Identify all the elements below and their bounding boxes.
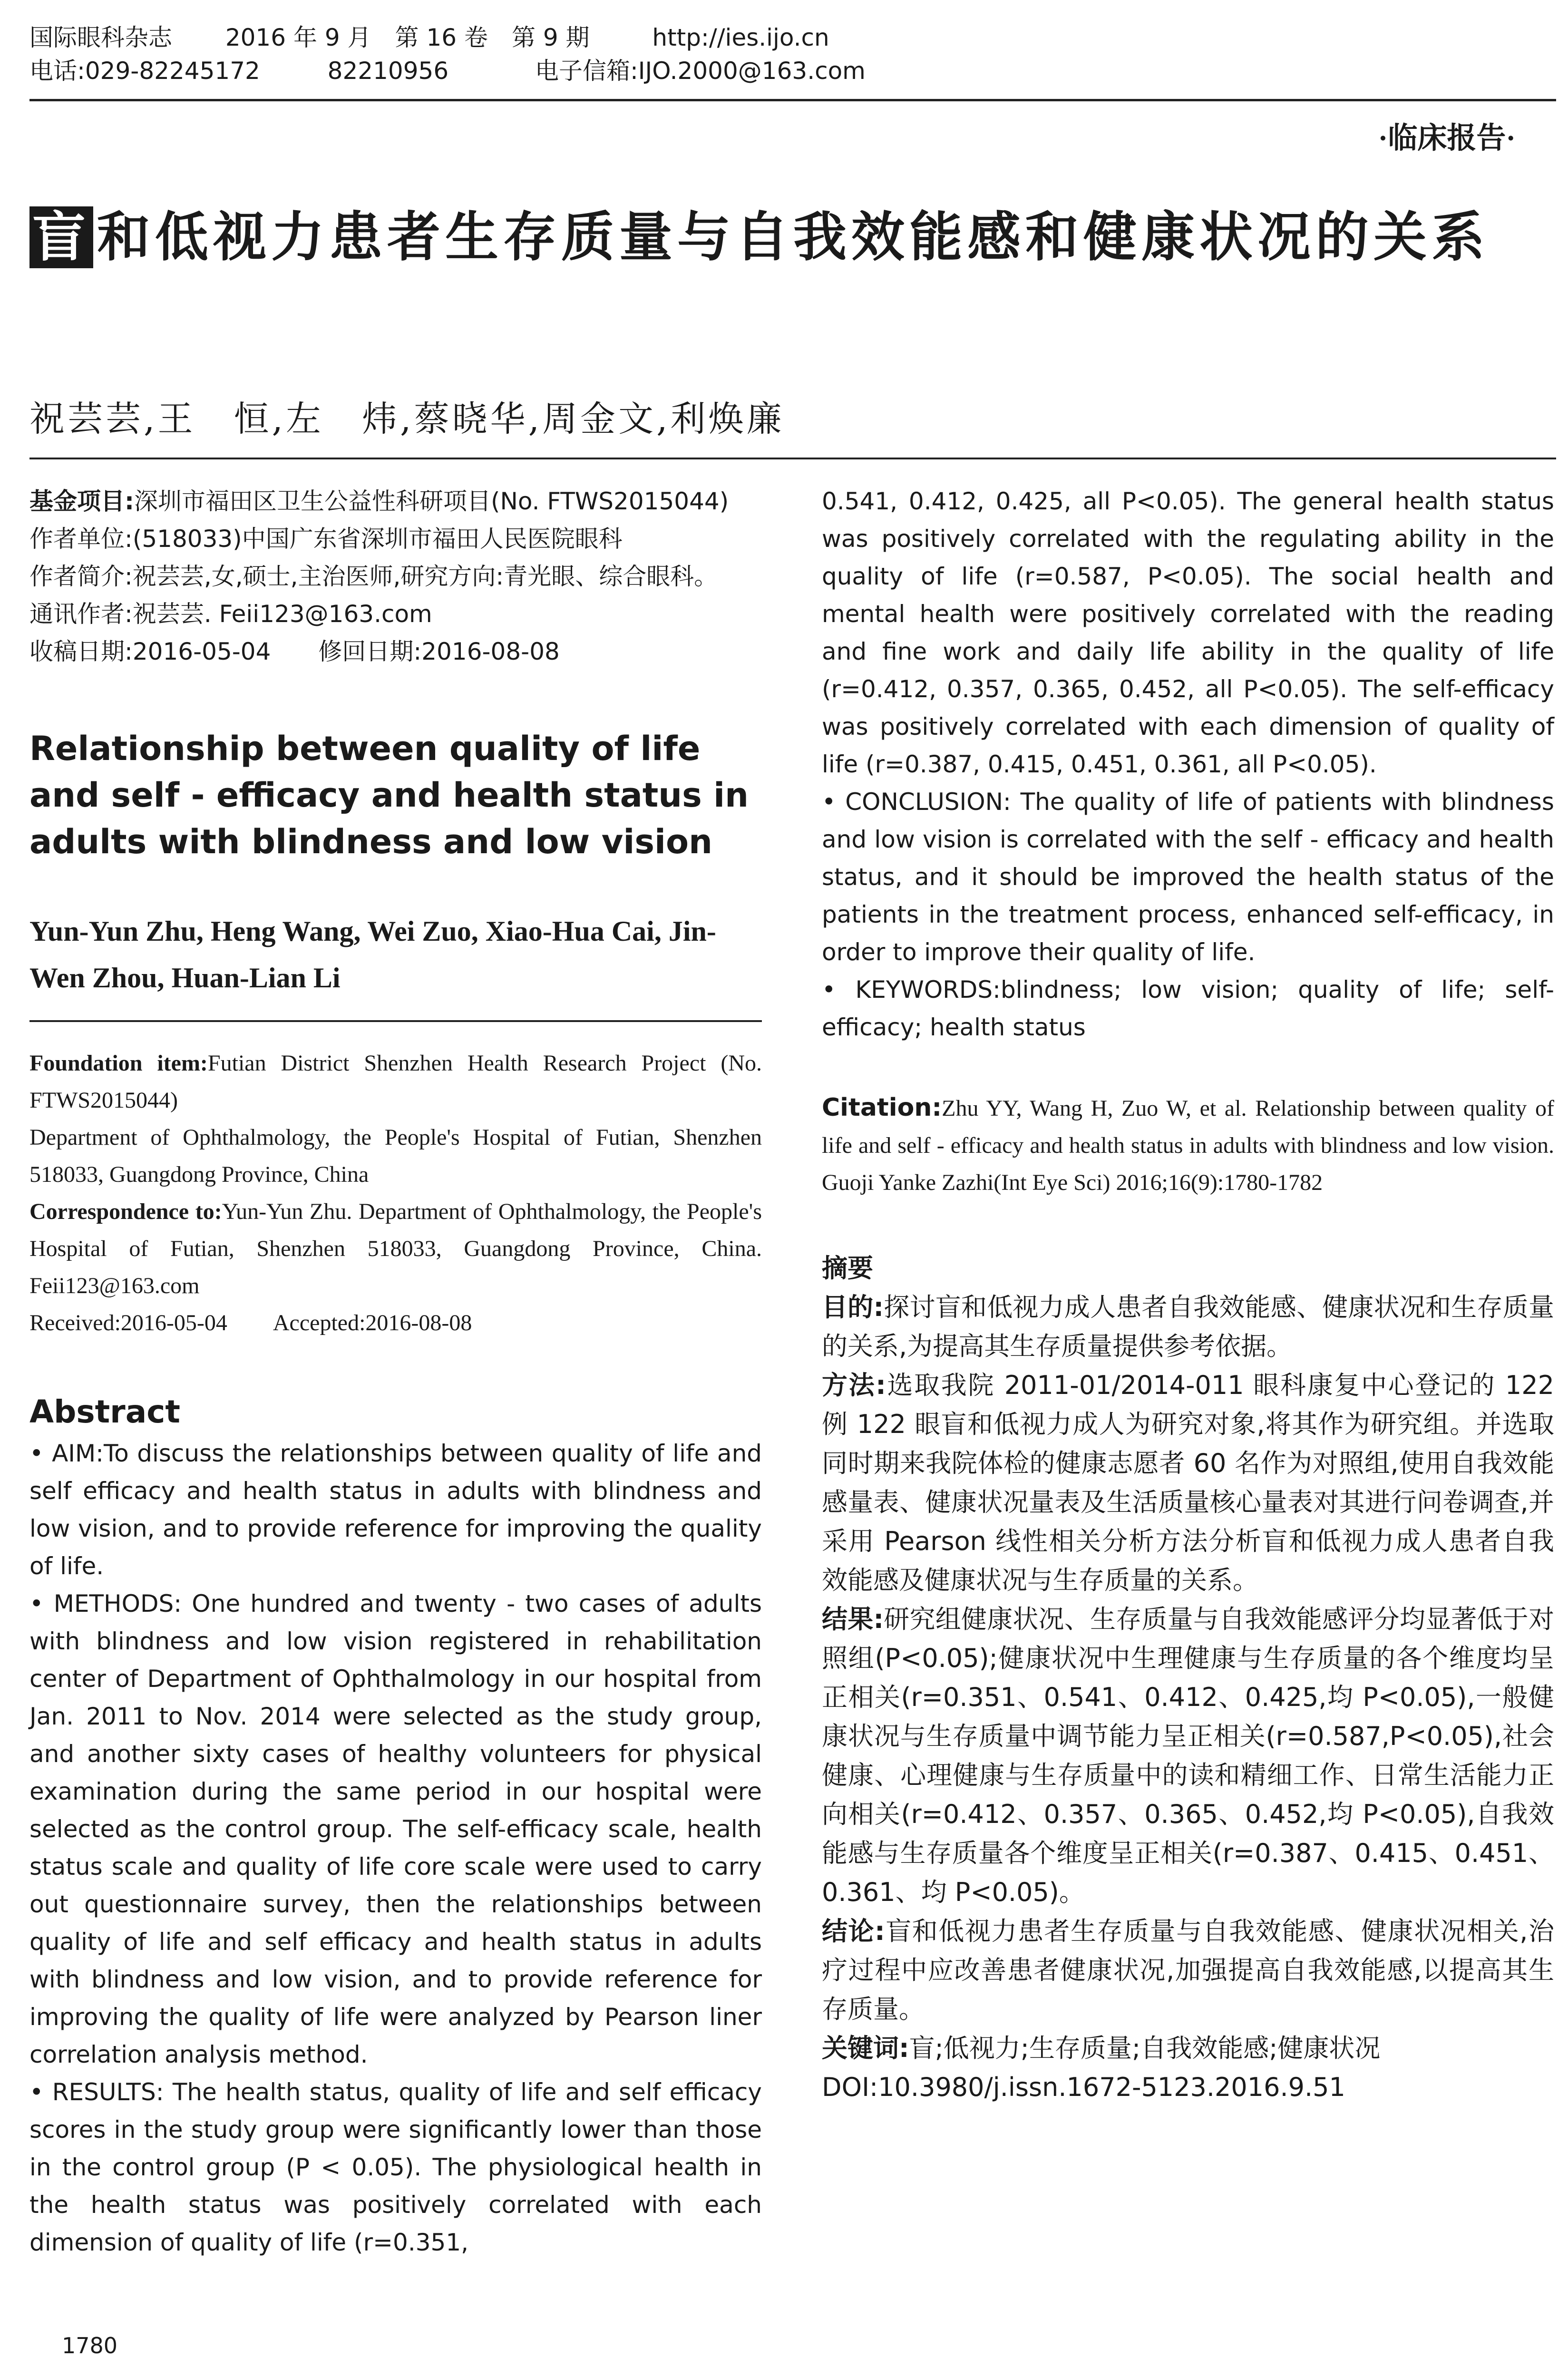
abstract-heading: Abstract (29, 1393, 180, 1430)
dates-cn: 收稿日期:2016-05-04 修回日期:2016-08-08 (29, 638, 560, 665)
unit-cn: 作者单位:(518033)中国广东省深圳市福田人民医院眼科 (29, 525, 623, 553)
abstract-cn-aim (822, 1288, 1554, 1366)
doi[interactable]: DOI:10.3980/j.issn.1672-5123.2016.9.51 (822, 2072, 1345, 2102)
aim-cn-text: 探讨盲和低视力成人患者自我效能感、健康状况和生存质量的关系,为提高其生存质量提供参考依据。 (822, 1292, 1554, 1361)
abstract-methods: • METHODS: One hundred and twenty - two cases of adults with blindness and low vision registered in rehabilitation center of Department of Ophthalmology in our hospital from Jan. 2011 to Nov. 2014 were selected as the study group, and another sixty cases of healthy volunteers for physical examination during the same period in our hospital were selected as the control group. The self-efficacy scale, health status scale and quality of life core scale were used to carry out questionnaire survey, then the relationships between quality of life and self efficacy and health status in adults with blindness and low vision, and to provide reference for improving the quality of life were analyzed by Pearson liner correlation analysis method. (29, 1590, 762, 2068)
results-cn-text: 研究组健康状况、生存质量与自我效能感评分均显著低于对照组(P<0.05);健康状况中生理健康与生存质量的各个维度均呈正相关(r=0.351、0.541、0.412、0.425,均 P<0.05),一般健康状况与生存质量中调节能力呈正相关(r=0.587,P<0.05),社会健康、心理健康与生存质量中的读和精细工作、日常生活能力正向相关(r=0.412、0.357、0.365、0.452,均 P<0.05),自我效能感与生存质量各个维度呈正相关(r=0.387、0.415、0.451、0.361、均 P<0.05)。 (822, 1604, 1554, 1907)
foundation-label: Foundation item: (29, 1051, 208, 1076)
abstract-cn-methods (822, 1366, 1554, 1600)
abstract-cn-results (822, 1600, 1554, 1912)
fund-text: 深圳市福田区卫生公益性科研项目(No. FTWS2015044) (134, 487, 729, 515)
abstract-cn-conclusion (822, 1912, 1554, 2029)
en-title: Relationship between quality of life and self - efficacy and health status in adults with blindness and low vision (29, 729, 749, 861)
abstract-results-part1: • RESULTS: The health status, quality of life and self efficacy scores in the study group were significantly lower than those in the control group (P < 0.05). The physiological health in the health status was positively correlated with each dimension of quality of life (r=0.351, (29, 2078, 762, 2256)
methods-cn-text: 选取我院 2011-01/2014-011 眼科康复中心登记的 122 例 122 眼盲和低视力成人为研究对象,将其作为研究组。并选取同时期来我院体检的健康志愿者 60 名作为对照组,使用自我效能感量表、健康状况量表及生活质量核心量表对其进行问卷调查,并采用 Pearson 线性相关分析方法分析盲和低视力成人患者自我效能感及健康状况与生存质量的关系。 (822, 1370, 1554, 1595)
foundation-en (29, 1045, 762, 1119)
header-rule (29, 99, 1556, 101)
right-column (822, 483, 1554, 2107)
corr-en (29, 1193, 762, 1305)
citation-text: Zhu YY, Wang H, Zuo W, et al. Relationship between quality of life and self - efficacy and health status in adults with blindness and low vision. Guoji Yanke Zazhi(Int Eye Sci) 2016;16(9):1780-1782 (822, 1096, 1554, 1195)
page-number: 1780 (62, 2333, 118, 2358)
authors-cn: 祝芸芸,王 恒,左 炜,蔡晓华,周金文,利焕廉 (29, 399, 785, 439)
bio-cn: 作者简介:祝芸芸,女,硕士,主治医师,研究方向:青光眼、综合眼科。 (29, 563, 718, 590)
fund-cn (29, 483, 762, 520)
dept-en: Department of Ophthalmology, the People's Hospital of Futian, Shenzhen 518033, Guangdong Province, China (29, 1125, 762, 1187)
issue-info: 2016 年 9 月 第 16 卷 第 9 期 (225, 24, 590, 51)
title-rest: 和低视力患者生存质量与自我效能感和健康状况的关系 (97, 206, 1490, 268)
results-cn-label: 结果: (822, 1604, 884, 1634)
citation (822, 1089, 1554, 1201)
left-column (29, 483, 762, 2261)
abstract-results-part2: 0.541, 0.412, 0.425, all P<0.05). The general health status was positively correlated with the regulating ability in the quality of life (r=0.587, P<0.05). The social health and mental health were positively correlated with the reading and fine work and daily life ability in the quality of life (r=0.412, 0.357, 0.365, 0.452, all P<0.05). The self-efficacy was positively correlated with each dimension of quality of life (r=0.387, 0.415, 0.451, 0.361, all P<0.05). (822, 487, 1554, 778)
journal-header (29, 21, 1551, 88)
abstract-aim: • AIM:To discuss the relationships between quality of life and self efficacy and health status in adults with blindness and low vision, and to provide reference for improving the quality of life. (29, 1440, 762, 1580)
aim-cn-label: 目的: (822, 1292, 884, 1322)
abstract-keywords: • KEYWORDS:blindness; low vision; quality of life; self-efficacy; health status (822, 976, 1554, 1041)
keywords-cn-label: 关键词: (822, 2033, 909, 2063)
email[interactable]: 电子信箱:IJO.2000@163.com (535, 57, 866, 85)
keywords-cn-text: 盲;低视力;生存质量;自我效能感;健康状况 (909, 2033, 1381, 2063)
corr-text: Yun-Yun Zhu. Department of Ophthalmology, the People's Hospital of Futian, Shenzhen 518033, Guangdong Province, China. Feii123@163.com (29, 1199, 762, 1298)
dates-en: Received:2016-05-04 Accepted:2016-08-08 (29, 1310, 472, 1335)
conclusion-cn-label: 结论: (822, 1916, 885, 1946)
en-authors-rule (29, 1020, 762, 1022)
title-first-char: 盲 (29, 206, 93, 268)
abstract-cn-heading: 摘要 (822, 1253, 873, 1283)
header-line-2 (29, 54, 1551, 88)
corr-label: Correspondence to: (29, 1199, 222, 1224)
phone: 电话:029-82245172 (29, 57, 260, 85)
conclusion-cn-text: 盲和低视力患者生存质量与自我效能感、健康状况相关,治疗过程中应改善患者健康状况,加强提高自我效能感,以提高其生存质量。 (822, 1916, 1554, 2024)
en-authors: Yun-Yun Zhu, Heng Wang, Wei Zuo, Xiao-Hua Cai, Jin-Wen Zhou, Huan-Lian Li (29, 916, 716, 994)
abstract-conclusion: • CONCLUSION: The quality of life of patients with blindness and low vision is correlated with the self - efficacy and health status, and it should be improved the health status of the patients in the treatment process, enhanced self-efficacy, in order to improve their quality of life. (822, 788, 1554, 966)
authors-rule (29, 458, 1556, 459)
abstract-cn-keywords (822, 2029, 1554, 2068)
methods-cn-label: 方法: (822, 1370, 886, 1400)
section-label: ·临床报告· (1378, 122, 1516, 155)
citation-label: Citation: (822, 1093, 942, 1122)
header-line-1 (29, 21, 1551, 54)
corr-cn: 通讯作者:祝芸芸. Feii123@163.com (29, 600, 432, 628)
foundation-text: Futian District Shenzhen Health Research Project (No. FTWS2015044) (29, 1051, 762, 1113)
journal-name: 国际眼科杂志 (29, 24, 172, 51)
fund-label: 基金项目: (29, 487, 134, 515)
page-title (29, 200, 1556, 275)
journal-url[interactable]: http://ies.ijo.cn (652, 24, 829, 51)
phone-2: 82210956 (327, 57, 449, 85)
